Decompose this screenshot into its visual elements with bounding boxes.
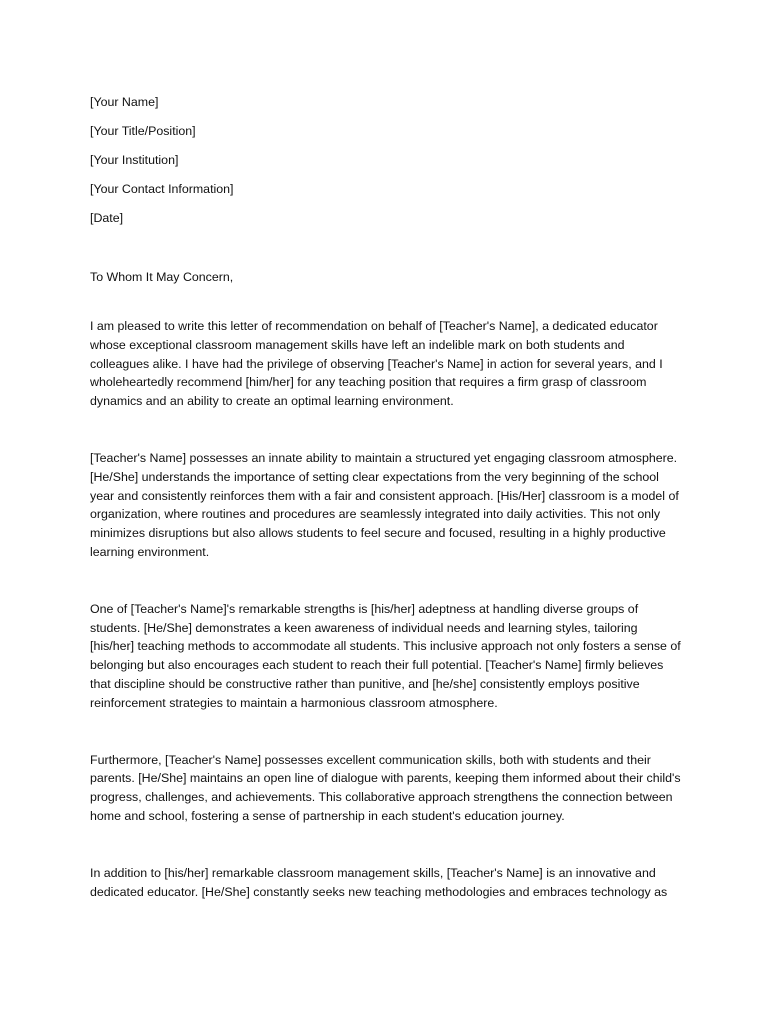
letter-date: [Date] [90,211,124,225]
sender-title: [Your Title/Position] [90,124,196,138]
sender-name: [Your Name] [90,95,159,109]
salutation: To Whom It May Concern, [90,270,234,284]
paragraph-diverse-students: One of [Teacher's Name]'s remarkable strengths is [his/her] adeptness at handling diverse groups of students. [He/She] demonstrates a keen awareness of individual needs and learning styles, tailoring [his/her] teaching methods to accommodate all students. This inclusive approach not only fosters a sense of belonging but also encourages each student to reach their full potential. [Teacher's Name] firmly believes that discipline should be constructive rather than punitive, and [he/she] consistently employs positive reinforcement strategies to maintain a harmonious classroom atmosphere. [90,601,681,710]
sender-institution: [Your Institution] [90,153,179,167]
paragraph-communication: Furthermore, [Teacher's Name] possesses excellent communication skills, both with students and their parents. [He/She] maintains an open line of dialogue with parents, keeping them informed about their child's progress, challenges, and achievements. This collaborative approach strengthens the connection between home and school, fostering a sense of partnership in each student's education journey. [90,752,681,823]
paragraph-intro: I am pleased to write this letter of recommendation on behalf of [Teacher's Name], a dedicated educator whose exceptional classroom management skills have left an indelible mark on both students and colleagues alike. I have had the privilege of observing [Teacher's Name] in action for several years, and I wholeheartedly recommend [him/her] for any teaching position that requires a firm grasp of classroom dynamics and an ability to create an optimal learning environment. [90,319,663,409]
paragraph-innovation: In addition to [his/her] remarkable classroom management skills, [Teacher's Name] is an innovative and dedicated educator. [He/She] constantly seeks new teaching methodologies and embraces technology as [90,865,668,899]
sender-block [90,92,684,237]
sender-contact: [Your Contact Information] [90,182,234,196]
letter-body [90,92,684,901]
paragraph-classroom-atmosphere: [Teacher's Name] possesses an innate ability to maintain a structured yet engaging classroom atmosphere. [He/She] understands the importance of setting clear expectations from the very beginning of the school year and consistently reinforces them with a fair and consistent approach. [His/Her] classroom is a model of organization, where routines and procedures are seamlessly integrated into daily activities. This not only minimizes disruptions but also allows students to feel secure and focused, resulting in a highly productive learning environment. [90,450,679,559]
